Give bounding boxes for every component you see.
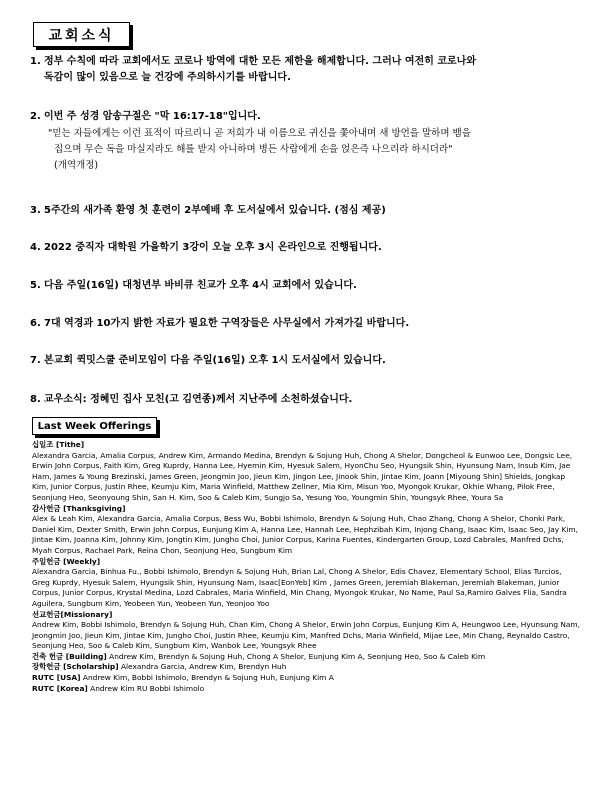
offering-category: 감사헌금 [Thanksgiving] xyxy=(32,503,126,513)
offering-rutc-korea xyxy=(32,684,580,695)
announcement-number: 2. xyxy=(30,111,41,122)
page-title: 교회소식 xyxy=(33,22,130,47)
offering-category: 장학헌금 [Scholarship] xyxy=(32,662,119,672)
offering-names: Andrew Kim, Brendyn & Sojung Huh, Chong A Shelor, Eunjung Kim A, Seonjung Heo, Soo & Caleb Kim xyxy=(109,651,486,661)
offering-names: Alexandra Garcia, Binhua Fu., Bobbi Ishimolo, Brendyn & Sojung Huh, Brian Lal, Chong A Shelor, Edis Chavez, Elementary School, Elias Turcios, Greg Kuprdy, Hyesuk Salem, Hyungsik Shin, Hyunsung Nam, Isaac[EonYeb] Kim , James Green, Jeremiah Blakeman, Jeremiah Blakeman, Junior Corpus, Junior Corpus, Krystal Medina, Lozd Cabrales, Maria Winfield, Min Chang, Myongok Krukar, No Name, Paul Sa,Ramiro Galves Flia, Sandra Aguilera, Sungbum Kim, Yeobeen Yun, Yeobeen Yun, Yeonjoo Yoo xyxy=(32,567,567,608)
offerings-title: Last Week Offerings xyxy=(32,417,157,435)
offering-tithe xyxy=(32,440,580,504)
scripture-quote xyxy=(48,126,568,174)
announcement-number: 5. xyxy=(30,280,41,291)
offering-names: Alex & Leah Kim, Alexandra Garcia, Amalia Corpus, Bess Wu, Bobbi Ishimolo, Brendyn & Sojung Huh, Chao Zhang, Chong A Shelor, Chonki Park, Daniel Kim, Dexter Smith, Erwin John Corpus, Eunjung Kim A, Hanna Lee, Hannah Lee, Hephzibah Kim, Injong Chang, Isaac Kim, Isaac Seo, Jay Kim, Jintae Kim, Joanna Kim, Johnny Kim, Jongtin Kim, Jungho Choi, Junior Corpus, Karina Fuentes, Kindergarten Group, Lozd Cabrales, Manfred Dchs, Myah Corpus, Rachael Park, Reina Chon, Seonjung Heo, Sungbum Kim xyxy=(32,514,578,555)
offering-rutc-usa xyxy=(32,673,580,684)
offering-category: RUTC [Korea] xyxy=(32,683,88,693)
offering-names: Andrew Kim, Bobbi Ishimolo, Brendyn & Sojung Huh, Chan Kim, Chong A Shelor, Erwin John Corpus, Eunjung Kim A, Heungwoo Lee, Hyunsung Nam, Jeongmin Joo, Jieun Kim, Jintae Kim, Jungho Choi, Justin Rhee, Keumju Kim, Manfred Dchs, Maria Winfield, Mijae Lee, Min Chang, Reynaldo Castro, Seonjung Heo, Soo & Caleb Kim, Sungbum Kim, Wanbok Lee, Youngsyk Rhee xyxy=(32,620,580,651)
announcement-7 xyxy=(30,353,590,369)
quote-line: "믿는 자들에게는 이런 표적이 따르리니 곧 저희가 내 이름으로 귀신을 쫓아내며 새 방언을 말하며 뱀을 xyxy=(48,128,471,139)
quote-line: 집으며 무슨 독을 마실지라도 해를 받지 아니하며 병든 사람에게 손을 얹은즉 나으리라 하시더라" xyxy=(54,144,453,155)
offering-category: 십일조 [Tithe] xyxy=(32,440,85,449)
announcement-text: 다음 주일(16일) 대청년부 바비큐 친교가 오후 4시 교회에서 있습니다. xyxy=(44,280,357,291)
announcement-text: 5주간의 새가족 환영 첫 훈련이 2부예배 후 도서실에서 있습니다. (점심 제공) xyxy=(44,205,386,216)
announcement-2 xyxy=(30,109,590,125)
announcement-4 xyxy=(30,240,590,256)
announcement-3 xyxy=(30,203,590,219)
offering-category: 선교헌금[Missionary] xyxy=(32,609,113,619)
announcement-text: 이번 주 성경 암송구절은 "막 16:17-18"입니다. xyxy=(44,111,261,122)
announcement-number: 7. xyxy=(30,355,41,366)
announcement-5 xyxy=(30,278,590,294)
offering-thanksgiving xyxy=(32,504,580,557)
offering-names: Alexandra Garcia, Andrew Kim, Brendyn Huh xyxy=(120,662,287,672)
offering-category: 건축 헌금 [Building] xyxy=(32,651,107,661)
announcement-1 xyxy=(30,54,590,86)
announcement-text: 2022 중직자 대학원 가을학기 3강이 오늘 오후 3시 온라인으로 진행됩니다. xyxy=(44,242,382,253)
offerings-list xyxy=(32,440,580,694)
announcement-number: 8. xyxy=(30,394,41,405)
announcement-text: 본교회 퀵밋스쿨 준비모임이 다음 주일(16일) 오후 1시 도서실에서 있습니다. xyxy=(44,355,386,366)
offering-names: Andrew Kim RU Bobbi Ishimolo xyxy=(90,683,205,693)
announcement-text: 독감이 많이 있음으로 늘 건강에 주의하시기를 바랍니다. xyxy=(44,72,291,83)
announcement-text: 정부 수칙에 따라 교회에서도 코로나 방역에 대한 모든 제한을 해제합니다. 그러나 여전히 코로나와 xyxy=(44,56,476,67)
announcement-number: 1. xyxy=(30,56,41,67)
quote-version: (개역개정) xyxy=(54,160,99,171)
offering-missionary xyxy=(32,610,580,652)
announcement-number: 6. xyxy=(30,318,41,329)
announcement-number: 4. xyxy=(30,242,41,253)
announcement-text: 7대 역경과 10가지 밝한 자료가 필요한 구역장들은 사무실에서 가져가길 바랍니다. xyxy=(44,318,410,329)
offering-category: 주일헌금 [Weekly] xyxy=(32,556,101,566)
offering-weekly xyxy=(32,557,580,610)
offering-names: Alexandra Garcia, Amalia Corpus, Andrew Kim, Armando Medina, Brendyn & Sojung Huh, Chong A Shelor, Dongcheol & Eunwoo Lee, Dongsic Lee, Erwin John Corpus, Faith Kim, Greg Kuprdy, Hanna Lee, Hyemin Kim, Hyesuk Salem, HyonChu Seo, Hyungsik Shin, Hyunsung Nam, Insub Kim, Jae Ham, James & Young Brezinski, James Green, Jeongmin Joo, Jieun Kim, Jingon Lee, Jinook Shin, Jintae Kim, Joann [Miyoung Shin] Shields, Jongkap Kim, Junior Corpus, Justin Rhee, Keumju Kim, Maria Winfield, Matthew Zellner, Mia Kim, Misun Yoo, Myongok Krukar, Okhie Whang, Pilok Free, Seonjung Heo, Seonyoung Shin, San H. Kim, Soo & Caleb Kim, Sungjo Sa, Yesung Yoo, Youngmin Shin, Youngsyk Rhee, Youra Sa xyxy=(32,450,573,502)
offering-names: Andrew Kim, Bobbi Ishimolo, Brendyn & Sojung Huh, Eunjung Kim A xyxy=(82,673,334,683)
announcement-text: 교우소식: 정혜민 집사 모친(고 김연종)께서 지난주에 소천하셨습니다. xyxy=(44,394,353,405)
offering-scholarship xyxy=(32,662,580,673)
announcement-number: 3. xyxy=(30,205,41,216)
offering-building xyxy=(32,652,580,663)
announcement-8 xyxy=(30,392,590,408)
offering-category: RUTC [USA] xyxy=(32,673,81,683)
announcement-6 xyxy=(30,316,590,332)
